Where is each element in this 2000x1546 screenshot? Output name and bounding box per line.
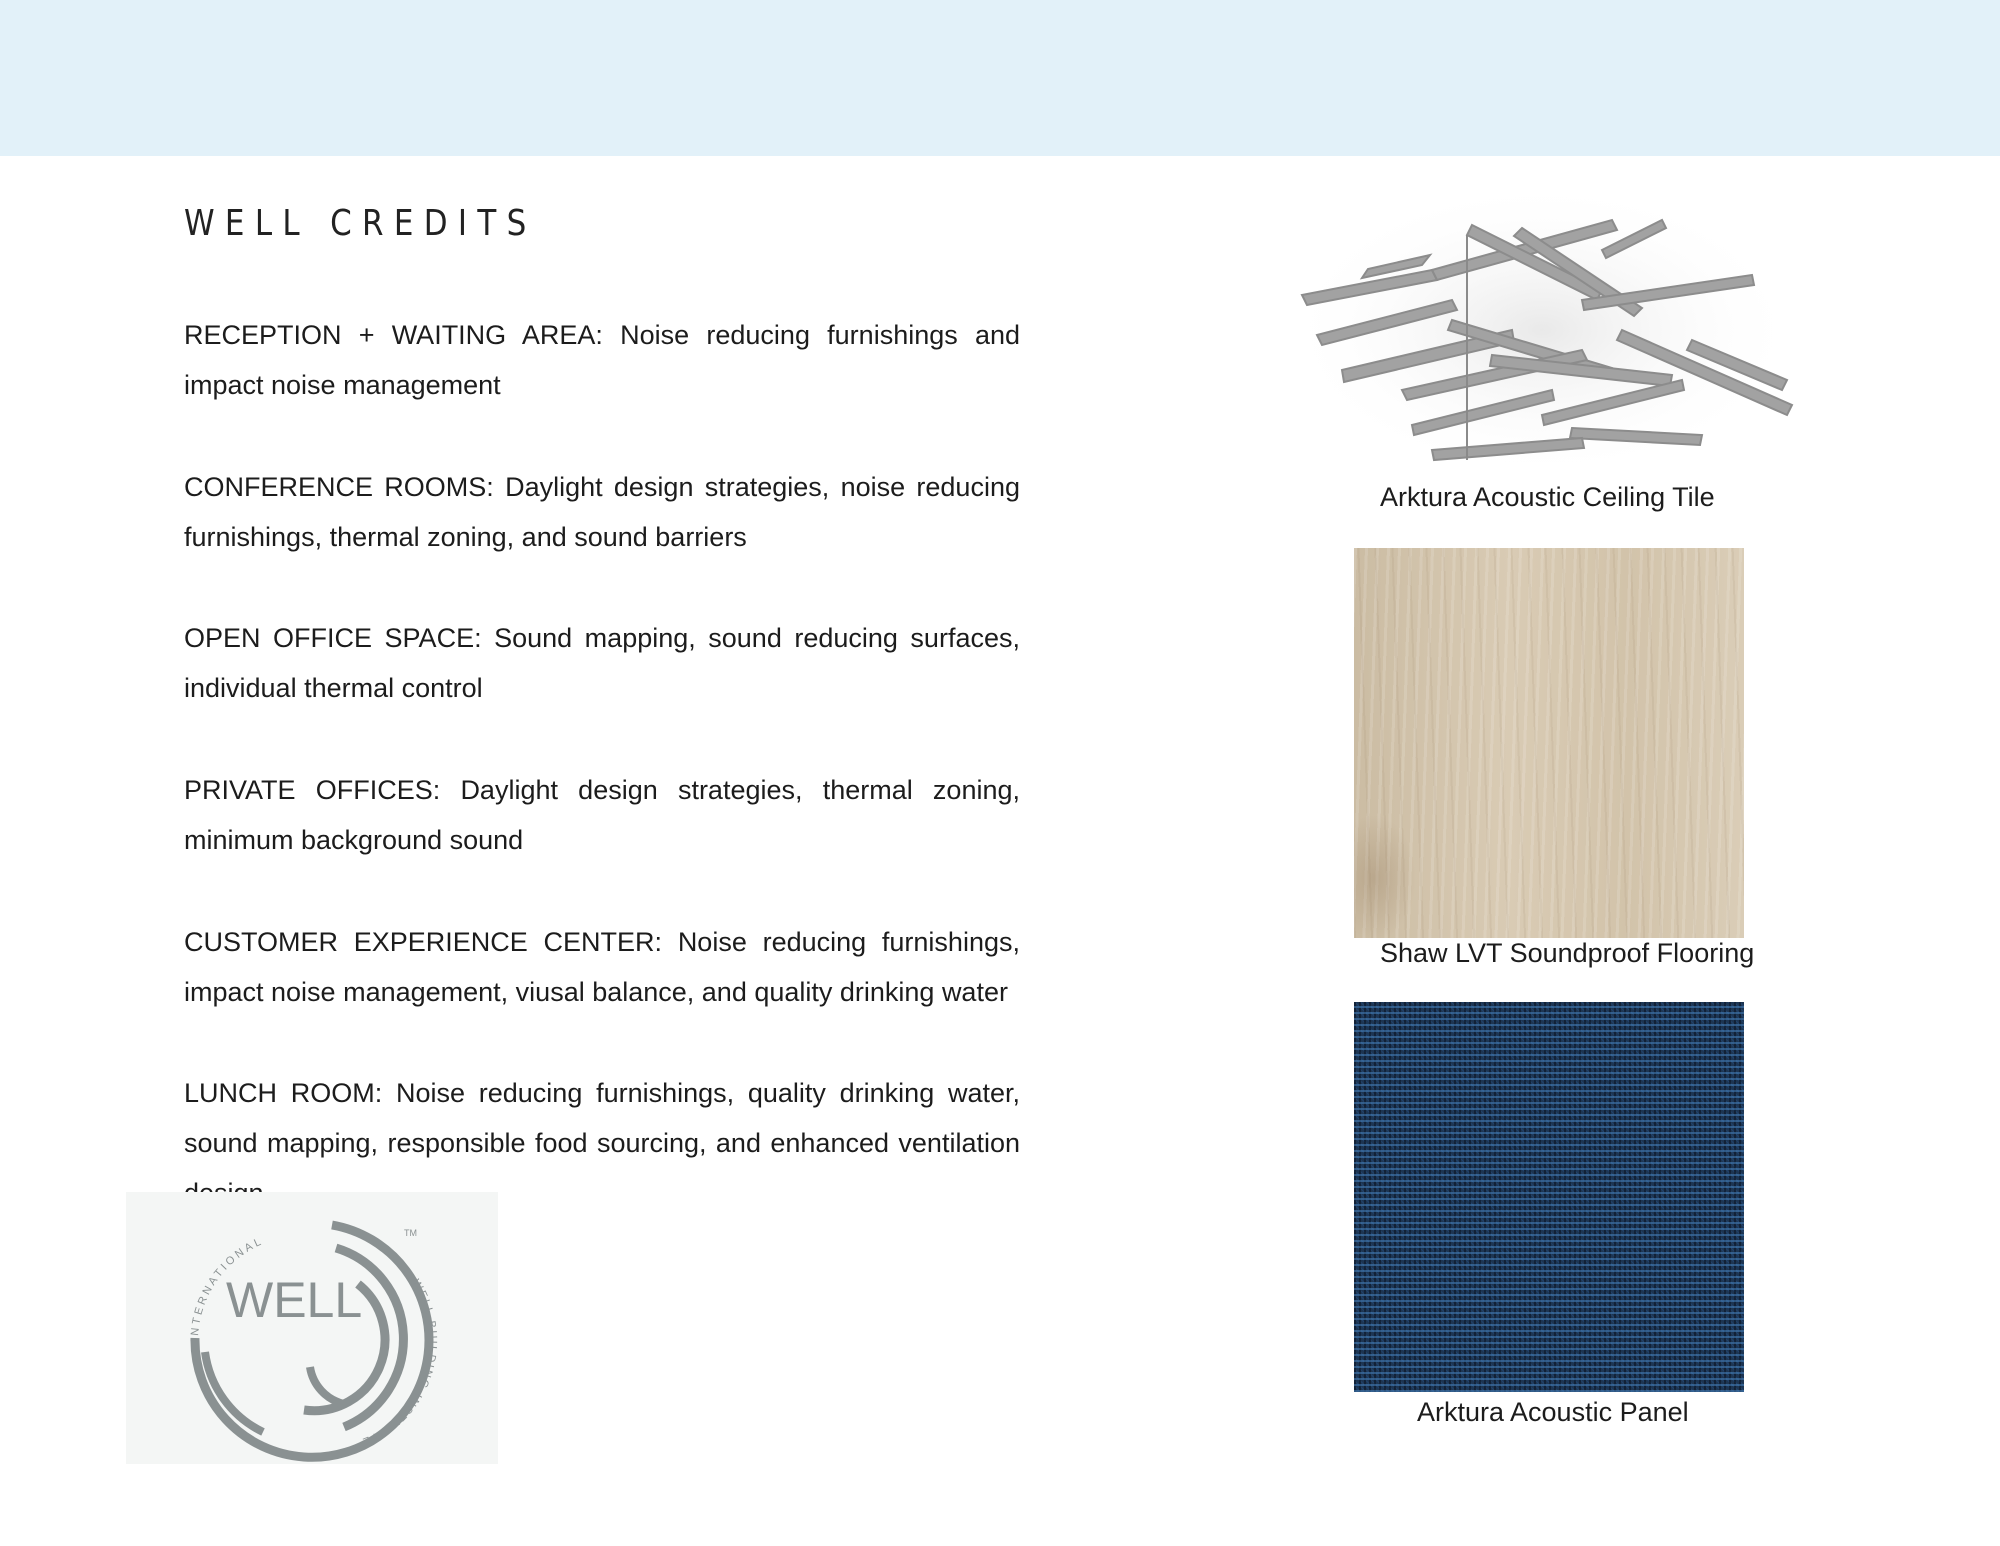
credit-area-label: PRIVATE OFFICES: (184, 775, 441, 805)
credit-text: Noise reducing furnishings, quality drinking water, sound mapping, responsible food sourcing, and enhanced ventilation (184, 1078, 1020, 1158)
credit-text: Noise reducing furnishings, impact noise management, viusal balance, and quality drinking water (184, 927, 1020, 1007)
credit-area-label: OPEN OFFICE SPACE: (184, 623, 482, 653)
credit-area-label: RECEPTION + WAITING AREA: (184, 320, 603, 350)
well-logo-icon (126, 1192, 498, 1464)
wood-swatch (1354, 548, 1744, 938)
credit-area-label: LUNCH ROOM: (184, 1078, 383, 1108)
caption-ceiling-tile: Arktura Acoustic Ceiling Tile (1380, 482, 1715, 512)
credit-text: Noise reducing furnishings and impact noise management (184, 320, 1020, 400)
credit-private-offices (184, 765, 1020, 865)
credit-area-label: CONFERENCE ROOMS: (184, 472, 494, 502)
caption-flooring: Shaw LVT Soundproof Flooring (1380, 938, 1755, 968)
credit-area-label: CUSTOMER EXPERIENCE CENTER: (184, 927, 663, 957)
logo-wordmark: WELL (226, 1272, 363, 1328)
logo-arc-right-text: WELL BUILDING INSTITUTE (359, 1277, 439, 1449)
credit-text: Daylight design strategies, thermal zoning, minimum background sound (184, 775, 1020, 855)
credit-conference-rooms (184, 462, 1020, 562)
ceiling-baffle-icon (1282, 180, 1802, 480)
header-band (0, 0, 2000, 156)
fabric-swatch (1354, 1002, 1744, 1392)
well-logo (126, 1192, 498, 1464)
caption-acoustic-panel: Arktura Acoustic Panel (1417, 1397, 1689, 1427)
logo-trademark: TM (404, 1228, 417, 1238)
credit-open-office (184, 613, 1020, 713)
credit-text: Sound mapping, sound reducing surfaces, individual thermal control (184, 623, 1020, 703)
credit-text: Daylight design strategies, noise reducing furnishings, thermal zoning, and sound barriers (184, 472, 1020, 552)
logo-arc-top-text: INTERNATIONAL (188, 1234, 266, 1343)
credit-reception (184, 310, 1020, 410)
page-title: WELL CREDITS (184, 203, 537, 244)
credit-customer-experience (184, 917, 1020, 1017)
